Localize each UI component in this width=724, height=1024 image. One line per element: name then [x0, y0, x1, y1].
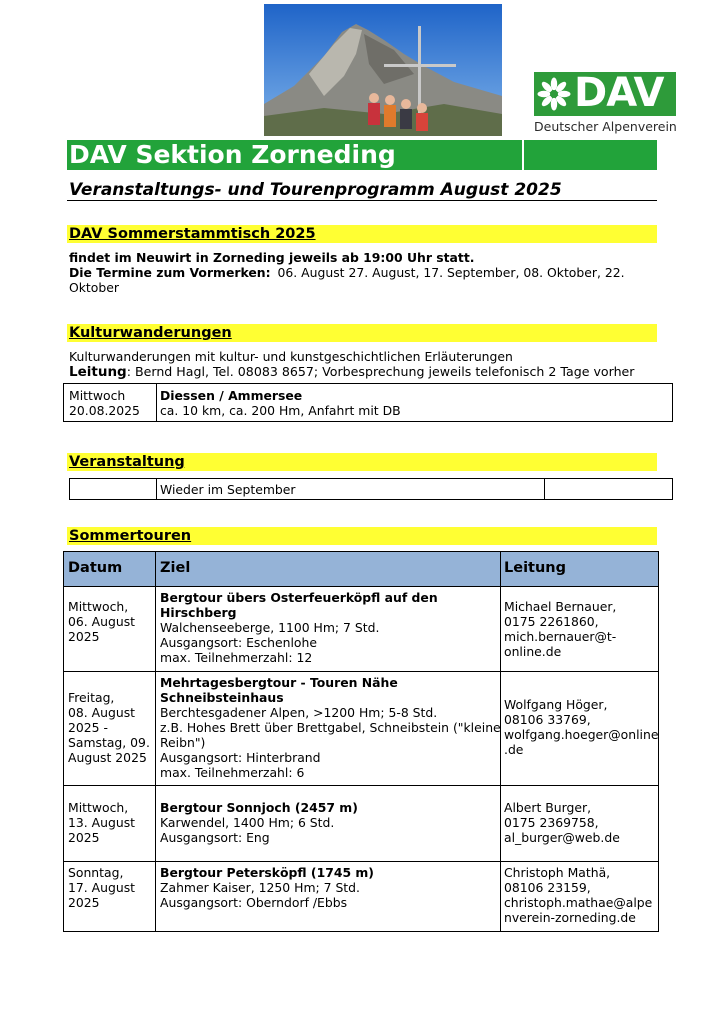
stammtisch-dates: 06. August 27. August, 17. September, 08. Oktober, 22.	[277, 265, 625, 280]
leitung-line: Albert Burger,	[504, 800, 592, 815]
leitung-line: 08106 23159,	[504, 880, 591, 895]
dav-logo-subline: Deutscher Alpenverein	[534, 119, 677, 134]
kultur-details: ca. 10 km, ca. 200 Hm, Anfahrt mit DB	[160, 403, 401, 418]
veranstaltung-text: Wieder im September	[160, 482, 296, 497]
kultur-leitung-text: : Bernd Hagl, Tel. 08083 8657; Vorbesprechung jeweils telefonisch 2 Tage vorher	[126, 364, 635, 379]
datum-line: 2025 -	[68, 720, 108, 735]
section-heading-text: DAV Sommerstammtisch 2025	[69, 226, 316, 242]
leitung-line: wolfgang.hoeger@online	[504, 727, 659, 742]
edelweiss-icon	[537, 77, 571, 111]
leitung-line: 0175 2369758,	[504, 815, 599, 830]
datum-line: August 2025	[68, 750, 147, 765]
leitung-line: .de	[504, 742, 524, 757]
leitung-line: 08106 33769,	[504, 712, 591, 727]
leitung-line: mich.bernauer@t-	[504, 629, 617, 644]
kultur-place: Diessen / Ammersee	[160, 388, 303, 403]
tour-detail: Walchenseeberge, 1100 Hm; 7 Std.	[160, 620, 380, 635]
title-bar	[67, 140, 657, 170]
tour-detail: z.B. Hohes Brett über Brettgabel, Schneibstein ("kleine	[160, 720, 501, 735]
kultur-leitung	[69, 364, 634, 380]
leitung-line: nverein-zorneding.de	[504, 910, 636, 925]
tour-detail: Zahmer Kaiser, 1250 Hm; 7 Std.	[160, 880, 360, 895]
veranstaltung-table	[69, 478, 673, 500]
tour-detail: max. Teilnehmerzahl: 6	[160, 765, 305, 780]
tours-table	[63, 551, 659, 932]
datum-line: 13. August	[68, 815, 136, 830]
tour-detail: Ausgangsort: Oberndorf /Ebbs	[160, 895, 348, 910]
datum-line: Mittwoch,	[68, 800, 129, 815]
dav-logo-text: DAV	[574, 70, 664, 116]
datum-line: 17. August	[68, 880, 136, 895]
tour-title: Schneibsteinhaus	[160, 690, 284, 705]
stammtisch-dates-label: Die Termine zum Vormerken:	[69, 265, 271, 280]
section-heading-text: Sommertouren	[69, 528, 192, 544]
datum-line: 06. August	[68, 614, 136, 629]
tour-detail: Ausgangsort: Eng	[160, 830, 270, 845]
datum-line: 2025	[68, 895, 100, 910]
column-header-ziel: Ziel	[160, 560, 191, 576]
leitung-line: Christoph Mathä,	[504, 865, 611, 880]
column-header-datum: Datum	[68, 560, 123, 576]
dav-logo	[534, 72, 676, 136]
section-heading-kultur	[67, 324, 657, 342]
datum-line: Freitag,	[68, 690, 115, 705]
kultur-day: Mittwoch	[69, 388, 126, 403]
section-heading-text: Veranstaltung	[69, 454, 185, 470]
header-photo	[264, 4, 502, 136]
leitung-line: 0175 2261860,	[504, 614, 599, 629]
stammtisch-line2	[69, 265, 625, 280]
leitung-line: Michael Bernauer,	[504, 599, 617, 614]
kultur-date: 20.08.2025	[69, 403, 140, 418]
page-title: DAV Sektion Zorneding	[69, 140, 396, 169]
tour-title: Bergtour Peterskӧpfl (1745 m)	[160, 865, 374, 880]
datum-line: 2025	[68, 629, 100, 644]
tour-detail: max. Teilnehmerzahl: 12	[160, 650, 313, 665]
tour-detail: Berchtesgadener Alpen, >1200 Hm; 5-8 Std.	[160, 705, 438, 720]
kultur-table	[63, 383, 673, 422]
section-heading-veranstaltung	[67, 453, 657, 471]
page-subtitle: Veranstaltungs- und Tourenprogramm August 2025	[69, 180, 562, 200]
tour-detail: Karwendel, 1400 Hm; 6 Std.	[160, 815, 335, 830]
kultur-leitung-label: Leitung	[69, 364, 127, 380]
datum-line: Sonntag,	[68, 865, 124, 880]
tour-detail: Reibn")	[160, 735, 206, 750]
tours-table-header	[64, 552, 658, 586]
tour-title: Hirschberg	[160, 605, 237, 620]
datum-line: Mittwoch,	[68, 599, 129, 614]
section-heading-stammtisch	[67, 225, 657, 243]
leitung-line: christoph.mathae@alpe	[504, 895, 653, 910]
datum-line: 2025	[68, 830, 100, 845]
tour-title: Bergtour übers Osterfeuerköpfl auf den	[160, 590, 438, 605]
dav-logo-box	[534, 72, 676, 116]
column-header-leitung: Leitung	[504, 560, 567, 576]
datum-line: 08. August	[68, 705, 136, 720]
leitung-line: online.de	[504, 644, 562, 659]
tour-detail: Ausgangsort: Hinterbrand	[160, 750, 321, 765]
section-heading-text: Kulturwanderungen	[69, 325, 232, 341]
leitung-line: Wolfgang Höger,	[504, 697, 608, 712]
stammtisch-line3: Oktober	[69, 280, 119, 295]
leitung-line: al_burger@web.de	[504, 830, 620, 845]
tour-title: Mehrtagesbergtour - Touren Nähe	[160, 675, 398, 690]
stammtisch-line1: findet im Neuwirt in Zorneding jeweils ab 19:00 Uhr statt.	[69, 250, 475, 265]
tour-title: Bergtour Sonnjoch (2457 m)	[160, 800, 358, 815]
section-heading-sommer	[67, 527, 657, 545]
kultur-description: Kulturwanderungen mit kultur- und kunstgeschichtlichen Erläuterungen	[69, 349, 513, 364]
datum-line: Samstag, 09.	[68, 735, 150, 750]
tour-detail: Ausgangsort: Eschenlohe	[160, 635, 317, 650]
subtitle-divider	[67, 200, 657, 201]
